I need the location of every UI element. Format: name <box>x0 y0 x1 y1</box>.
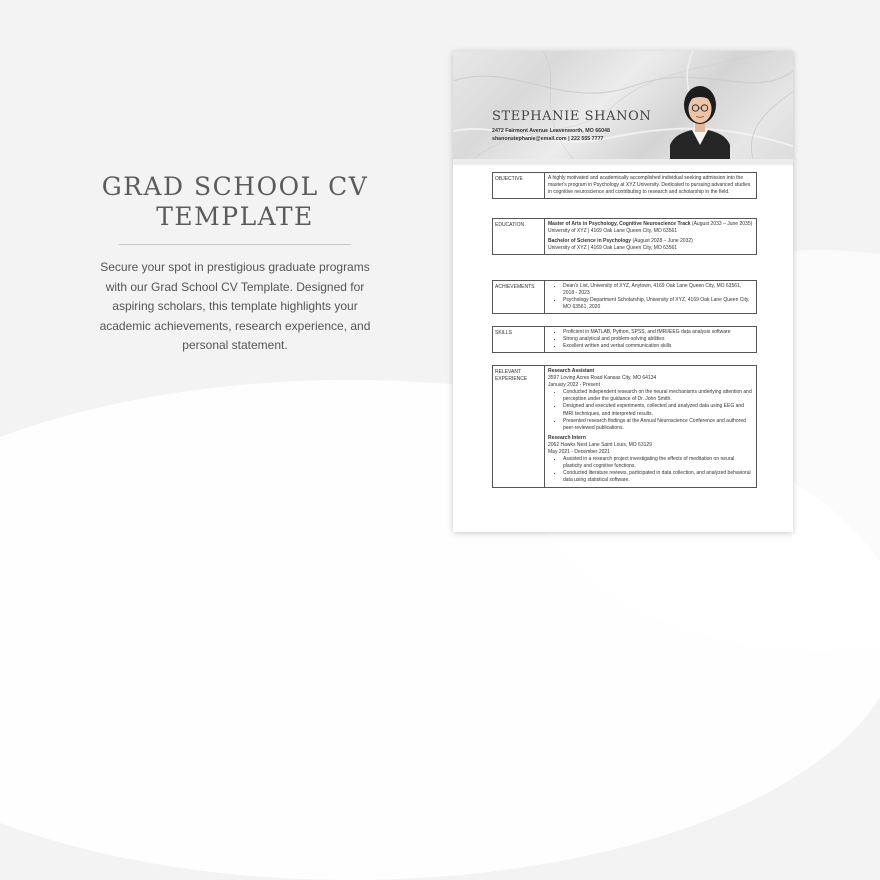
list-item: • Designed and executed experiments, collected and analyzed data using EEG and fMRI techniques, and interpreted results. <box>563 403 753 417</box>
marble-texture <box>453 51 793 159</box>
job-2-dates: May 2021 - December 2021 <box>548 449 610 456</box>
cv-address: 2472 Fairmont Avenue Leavenworth, MO 66048 <box>492 128 610 134</box>
degree-2 <box>548 238 753 245</box>
list-item: • Proficient in MATLAB, Python, SPSS, and fMRI/EEG data analysis software <box>563 329 753 336</box>
objective-content <box>545 173 756 198</box>
degree-2-dates: (August 2028 – June 2032) <box>631 238 693 245</box>
degree-1-title: Master of Arts in Psychology, Cognitive Neuroscience Track <box>548 221 691 227</box>
objective-section <box>492 172 757 199</box>
job-2-address: 2062 Hawks Nest Lane Saint Louis, MO 63129 <box>548 441 652 448</box>
section-label-experience <box>493 366 545 487</box>
job-1-dates: January 2022 - Present <box>548 382 600 389</box>
list-item: • Dean's List, University of XYZ, Anytown, 4169 Oak Lane Queen City, MO 63561, 2018 - 2023 <box>563 283 753 297</box>
list-item: • Psychology Department Scholarship, University of XYZ, 4169 Oak Lane Queen City, MO 63561, 2020 <box>563 297 753 311</box>
section-label-skills: SKILLS <box>493 327 545 352</box>
headline-line-2: TEMPLATE <box>156 202 314 231</box>
section-label-objective: OBJECTIVE <box>493 173 545 198</box>
list-item: • Conducted literature reviews, participated in data collection, and analyzed behavioral data using statistical software. <box>563 470 753 484</box>
job-1-list <box>548 389 753 432</box>
section-label-line-2: EXPERIENCE <box>495 375 528 382</box>
degree-1-school: University of XYZ | 4169 Oak Lane Queen City, MO 63561 <box>548 228 678 235</box>
education-content <box>545 219 756 254</box>
header-band <box>453 159 793 165</box>
degree-2-school: University of XYZ | 4169 Oak Lane Queen City, MO 63561 <box>548 245 678 252</box>
profile-photo <box>670 75 730 159</box>
cv-header <box>453 51 793 159</box>
list-item: • Assisted in a research project investigating the effects of meditation on neural plasticity and cognitive functions. <box>563 456 753 470</box>
cv-contact: shanonstephanie@email.com | 222 555 7777 <box>492 136 604 142</box>
achievements-content <box>545 281 756 313</box>
cv-document <box>453 51 793 532</box>
section-label-achievements: ACHIEVEMENTS <box>493 281 545 313</box>
job-2-list <box>548 456 753 484</box>
promo-panel <box>90 172 380 356</box>
job-2-title <box>548 435 753 442</box>
achievements-list <box>548 283 753 311</box>
degree-1 <box>548 221 753 228</box>
education-section <box>492 218 757 255</box>
cv-name: STEPHANIE SHANON <box>492 109 652 124</box>
job-1-address: 3597 Loving Acres Road Kansas City, MO 64134 <box>548 375 657 382</box>
divider <box>119 244 351 245</box>
job-1-title-text: Research Assistant <box>548 368 595 374</box>
list-item: • Conducted independent research on the neural mechanisms underlying attention and perception under the guidance of Dr. John Smith. <box>563 389 753 403</box>
skills-list <box>548 329 753 350</box>
headline-line-1: GRAD SCHOOL CV <box>101 172 369 201</box>
skills-section <box>492 326 757 353</box>
promo-headline <box>90 172 380 232</box>
list-item: • Presented research findings at the Annual Neuroscience Conference and authored peer-reviewed publications. <box>563 418 753 432</box>
job-1-title <box>548 368 753 375</box>
job-2-title-text: Research Intern <box>548 434 586 441</box>
degree-2-title: Bachelor of Science in Psychology <box>548 238 632 245</box>
list-item: • Excellent written and verbal communication skills <box>563 343 753 350</box>
list-item: • Strong analytical and problem-solving abilities <box>563 336 753 343</box>
experience-section <box>492 365 757 488</box>
objective-text: A highly motivated and academically accomplished individual seeking admission into the master's program in Psychology at XYZ University. Dedicated to pursuing advanced studies in cognitive neuroscience and contributing to research and scholarship in the field. <box>548 175 751 196</box>
section-label-line-1: RELEVANT <box>495 369 522 375</box>
achievements-section <box>492 280 757 314</box>
experience-content <box>545 366 756 487</box>
promo-description: Secure your spot in prestigious graduate programs with our Grad School CV Template. Designed for aspiring scholars, this template highlights your academic achievements, research experience, and personal statement. <box>99 260 371 352</box>
skills-content <box>545 327 756 352</box>
degree-1-dates: (August 2033 – June 2035) <box>690 221 753 227</box>
section-label-education: EDUCATION <box>493 219 545 254</box>
